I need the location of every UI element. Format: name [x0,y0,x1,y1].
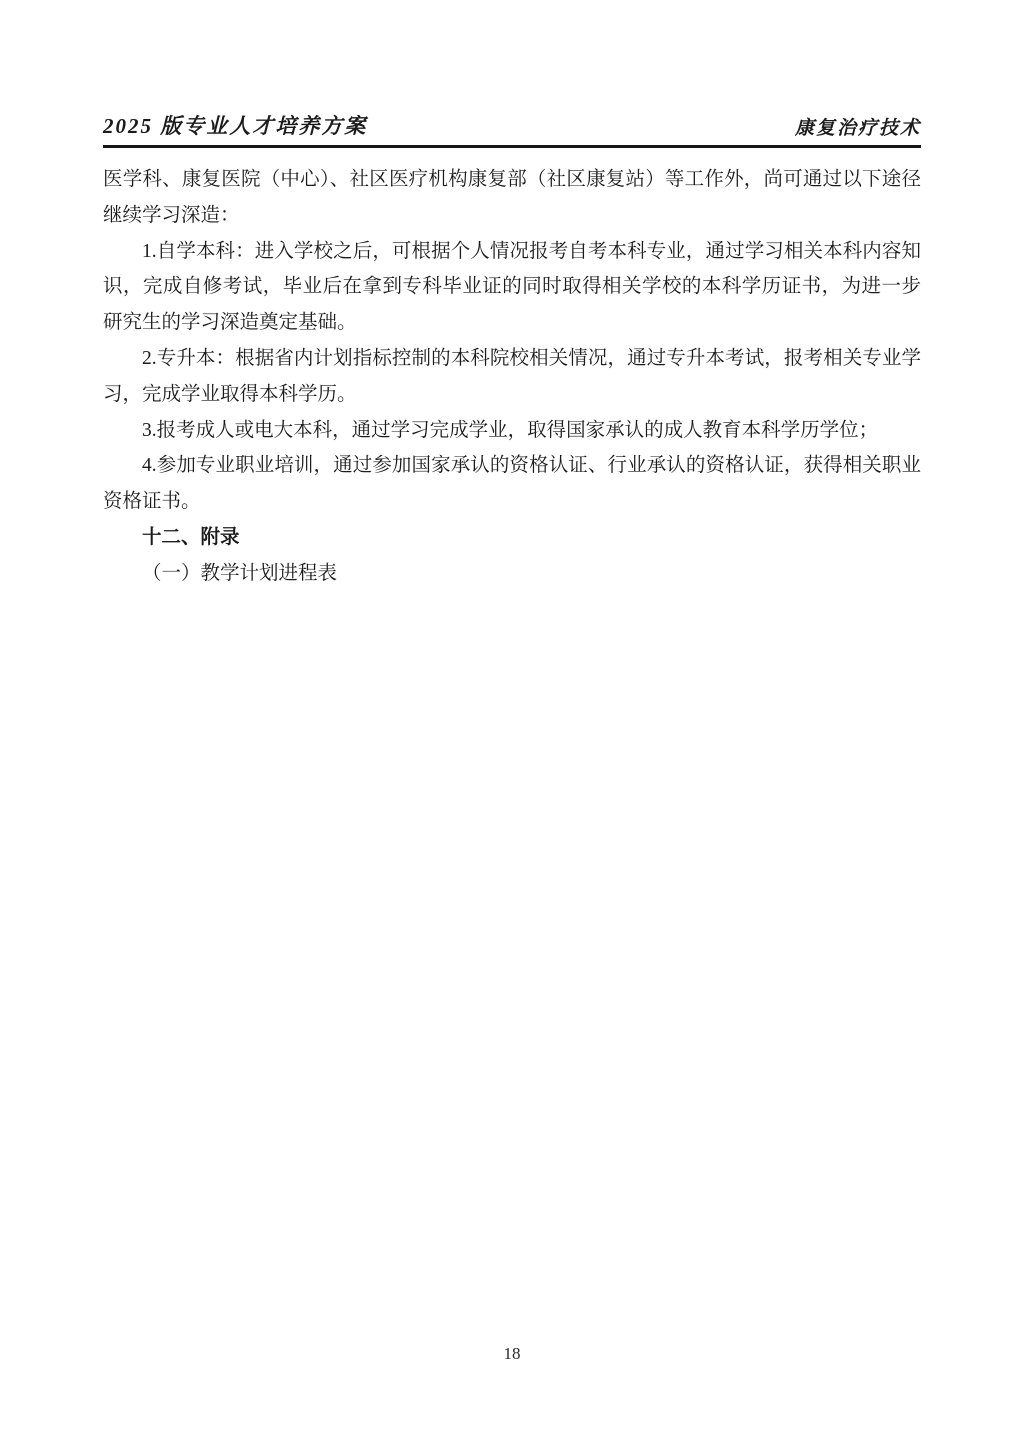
page-number: 18 [503,1344,521,1363]
header-left-title: 2025 版专业人才培养方案 [103,114,368,138]
document-body [103,162,921,592]
subsection-heading-teaching-plan: （一）教学计划进程表 [142,562,338,584]
page-header [103,110,921,148]
page-header-row [103,110,921,140]
list-item-2: 2.专升本：根据省内计划指标控制的本科院校相关情况，通过专升本考试，报考相关专业学习，完成学业取得本科学历。 [103,347,921,405]
list-item-3: 3.报考成人或电大本科，通过学习完成学业，取得国家承认的成人教育本科学历学位； [142,419,879,441]
list-item-1: 1.自学本科：进入学校之后，可根据个人情况报考自考本科专业，通过学习相关本科内容知识，完成自修考试，毕业后在拿到专科毕业证的同时取得相关学校的本科学历证书，为进一步研究生的学习深造奠定基础。 [103,240,921,334]
header-right-title: 康复治疗技术 [794,118,921,139]
page-footer [0,1344,1024,1364]
header-double-rule [103,145,921,148]
list-item-4: 4.参加专业职业培训，通过参加国家承认的资格认证、行业承认的资格认证，获得相关职业资格证书。 [103,455,921,513]
section-heading-appendix: 十二、附录 [142,525,240,548]
intro-paragraph: 医学科、康复医院（中心）、社区医疗机构康复部（社区康复站）等工作外，尚可通过以下途径继续学习深造： [103,169,921,226]
